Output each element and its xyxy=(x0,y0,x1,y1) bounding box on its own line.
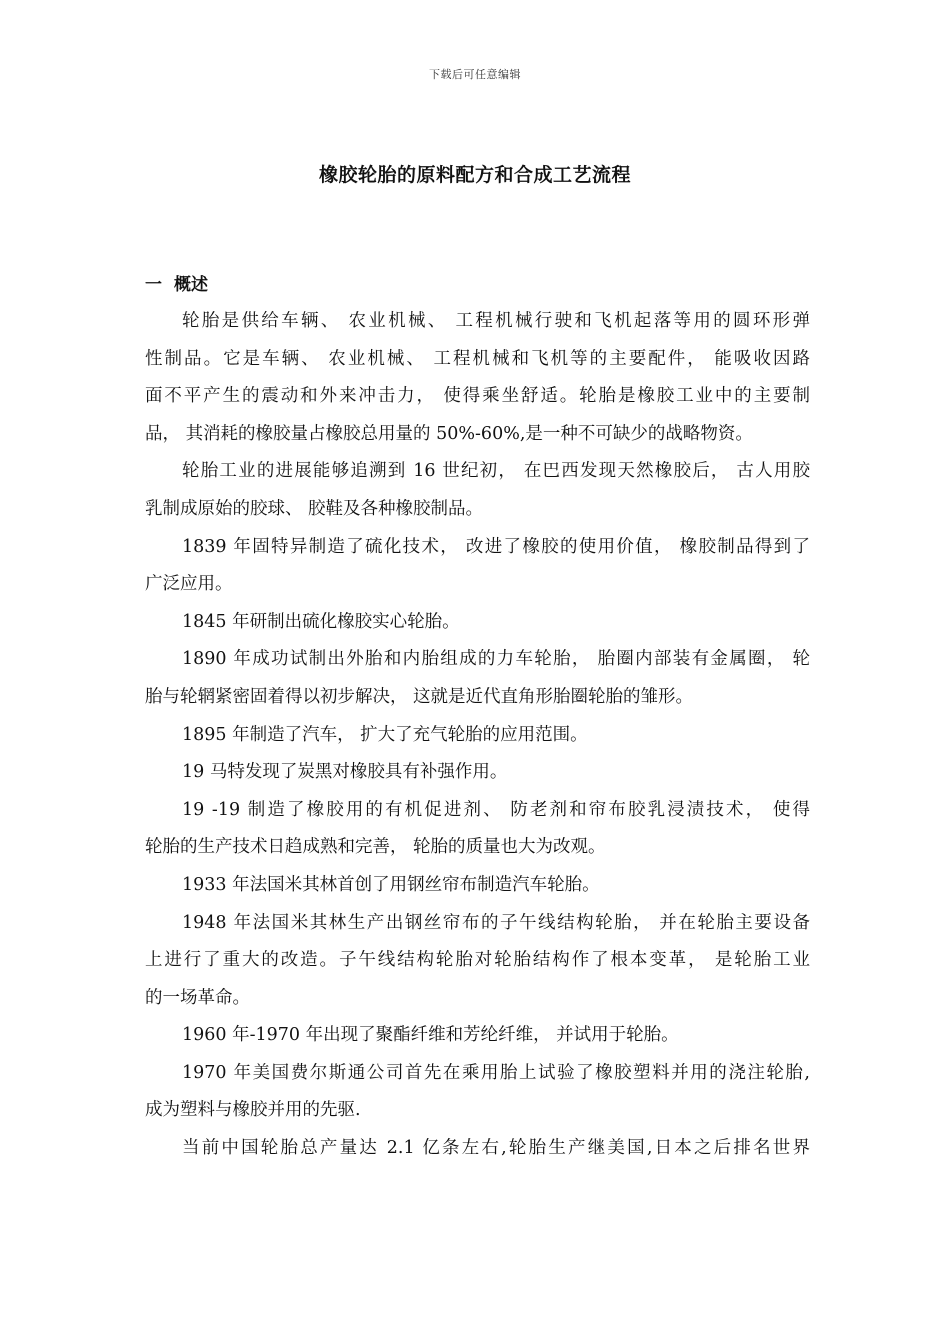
text-line: 性制品。它是车辆、 农业机械、 工程机械和飞机等的主要配件， 能吸收因路 xyxy=(145,348,810,369)
text-line: 轮胎是供给车辆、 农业机械、 工程机械行驶和飞机起落等用的圆环形弹 xyxy=(182,311,810,331)
text-line: 上进行了重大的改造。子午线结构轮胎对轮胎结构作了根本变革， 是轮胎工业 xyxy=(145,950,810,971)
text-line: 胎与轮辋紧密固着得以初步解决， 这就是近代直角形胎圈轮胎的雏形。 xyxy=(145,686,694,707)
text-line: 1960 年-1970 年出现了聚酯纤维和芳纶纤维， 并试用于轮胎。 xyxy=(182,1025,679,1046)
text-line: 广泛应用。 xyxy=(145,574,233,595)
text-line: 面不平产生的震动和外来冲击力， 使得乘坐舒适。轮胎是橡胶工业中的主要制 xyxy=(145,386,810,407)
text-line: 轮胎工业的进展能够追溯到 16 世纪初， 在巴西发现天然橡胶后， 古人用胶 xyxy=(182,461,810,482)
section-heading-text: 概述 xyxy=(174,275,208,295)
text-line: 1933 年法国米其林首创了用钢丝帘布制造汽车轮胎。 xyxy=(182,874,600,895)
header-note: 下载后可任意编辑 xyxy=(429,68,521,81)
text-line: 乳制成原始的胶球、 胶鞋及各种橡胶制品。 xyxy=(145,498,484,519)
text-line: 1890 年成功试制出外胎和内胎组成的力车轮胎， 胎圈内部装有金属圈， 轮 xyxy=(182,649,810,670)
text-line: 19 马特发现了炭黑对橡胶具有补强作用。 xyxy=(182,762,508,783)
text-line: 1970 年美国费尔斯通公司首先在乘用胎上试验了橡胶塑料并用的浇注轮胎, xyxy=(182,1062,810,1083)
document-title: 橡胶轮胎的原料配方和合成工艺流程 xyxy=(318,164,631,186)
body-text xyxy=(145,303,810,1168)
text-line: 1895 年制造了汽车， 扩大了充气轮胎的应用范围。 xyxy=(182,724,588,745)
section-number: 一 xyxy=(145,275,162,295)
text-line: 1839 年固特异制造了硫化技术， 改进了橡胶的使用价值， 橡胶制品得到了 xyxy=(182,536,810,557)
text-line: 轮胎的生产技术日趋成熟和完善， 轮胎的质量也大为改观。 xyxy=(145,837,606,858)
text-line: 品， 其消耗的橡胶量占橡胶总用量的 50%-60%,是一种不可缺少的战略物资。 xyxy=(145,423,753,444)
text-line: 1948 年法国米其林生产出钢丝帘布的子午线结构轮胎， 并在轮胎主要设备 xyxy=(182,912,810,933)
text-line: 1845 年研制出硫化橡胶实心轮胎。 xyxy=(182,611,460,632)
text-line: 当前中国轮胎总产量达 2.1 亿条左右,轮胎生产继美国,日本之后排名世界 xyxy=(182,1138,810,1159)
text-line: 成为塑料与橡胶并用的先驱. xyxy=(145,1100,361,1121)
section-heading xyxy=(145,270,208,295)
text-line: 的一场革命。 xyxy=(145,987,250,1008)
text-line: 19 -19 制造了橡胶用的有机促进剂、 防老剂和帘布胶乳浸渍技术， 使得 xyxy=(182,799,810,820)
